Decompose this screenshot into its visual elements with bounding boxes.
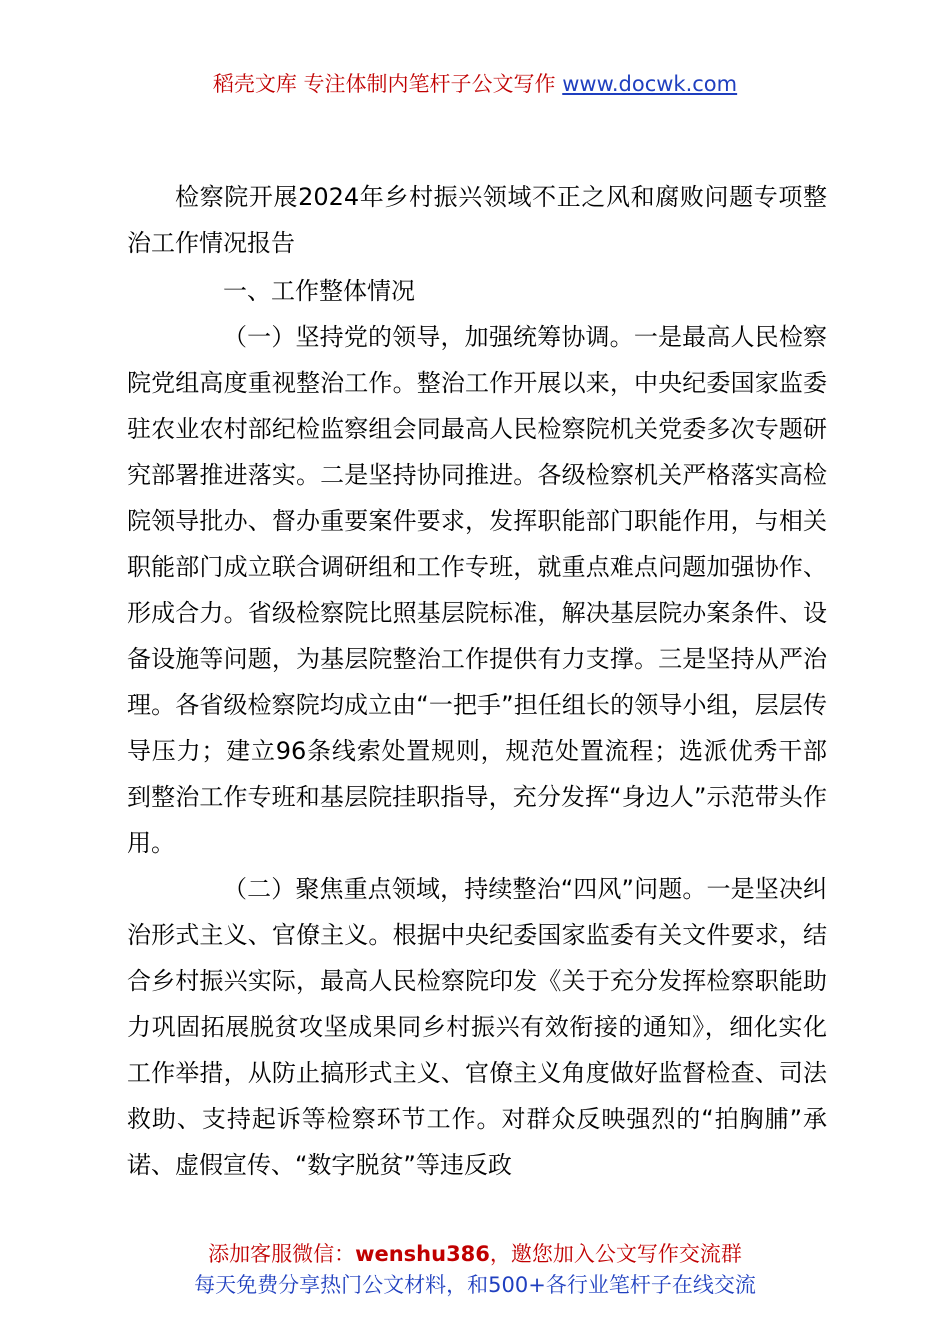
footer-wechat-suffix: ，邀您加入公文写作交流群 (489, 1242, 742, 1266)
paragraph-1: （一）坚持党的领导，加强统筹协调。一是最高人民检察院党组高度重视整治工作。整治工作开展以来，中央纪委国家监委驻农业农村部纪检监察组会同最高人民检察院机关党委多次专题研究部署推进落实。二是坚持协同推进。各级检察机关严格落实高检院领导批办、督办重要案件要求，发挥职能部门职能作用，与相关职能部门成立联合调研组和工作专班，就重点难点问题加强协作、形成合力。省级检察院比照基层院标准，解决基层院办案条件、设备设施等问题，为基层院整治工作提供有力支撑。三是坚持从严治理。各省级检察院均成立由“一把手”担任组长的领导小组，层层传导压力；建立96条线索处置规则，规范处置流程；选派优秀干部到整治工作专班和基层院挂职指导，充分发挥“身边人”示范带头作用。 (127, 323, 827, 857)
footer-line-2: 每天免费分享热门公文材料，和500+各行业笔杆子在线交流 (194, 1273, 756, 1297)
page-header (0, 68, 950, 100)
header-brand-text: 稻壳文库 专注体制内笔杆子公文写作 (212, 72, 556, 96)
header-url-link[interactable]: www.docwk.com (562, 72, 738, 96)
section-heading-1: 一、工作整体情况 (223, 277, 415, 305)
document-body (127, 174, 827, 1188)
page-footer (0, 1239, 950, 1301)
footer-wechat-id: wenshu386 (355, 1242, 490, 1266)
footer-line-1 (0, 1239, 950, 1270)
document-title: 检察院开展2024年乡村振兴领域不正之风和腐败问题专项整治工作情况报告 (127, 183, 827, 257)
footer-wechat-prefix: 添加客服微信： (208, 1242, 356, 1266)
paragraph-2: （二）聚焦重点领域，持续整治“四风”问题。一是坚决纠治形式主义、官僚主义。根据中央纪委国家监委有关文件要求，结合乡村振兴实际，最高人民检察院印发《关于充分发挥检察职能助力巩固拓展脱贫攻坚成果同乡村振兴有效衔接的通知》，细化实化工作举措，从防止搞形式主义、官僚主义角度做好监督检查、司法救助、支持起诉等检察环节工作。对群众反映强烈的“拍胸脯”承诺、虚假宣传、“数字脱贫”等违反政 (127, 875, 827, 1179)
